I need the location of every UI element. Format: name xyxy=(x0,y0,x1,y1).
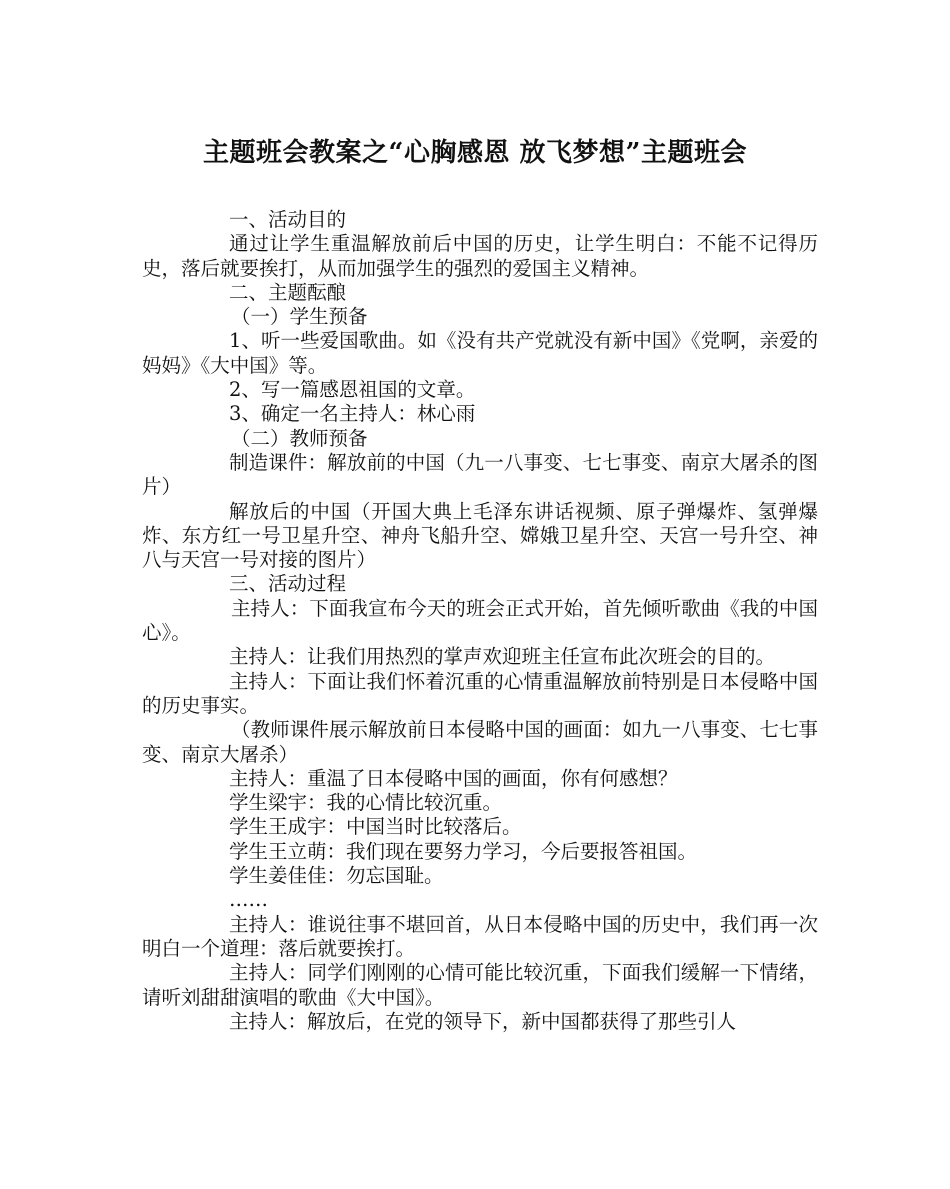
subheading-teacher-prep: （二）教师预备 xyxy=(231,426,368,450)
paragraph: 解放后的中国（开国大典上毛泽东讲话视频、原子弹爆炸、氢弹爆炸、东方红一号卫星升空、神舟飞船升空、嫦娥卫星升空、天宫一号升空、神八与天宫一号对接的图片） xyxy=(142,499,818,572)
paragraph: 主持人：让我们用热烈的掌声欢迎班主任宣布此次班会的目的。 xyxy=(229,645,776,669)
paragraph: 主持人：解放后，在党的领导下，新中国都获得了那些引人 xyxy=(229,1009,737,1033)
heading-theme-preparation: 二、主题酝酿 xyxy=(229,280,347,304)
paragraph: 1、听一些爱国歌曲。如《没有共产党就没有新中国》《党啊，亲爱的妈妈》《大中国》等。 xyxy=(142,329,818,377)
paragraph: 主持人：重温了日本侵略中国的画面，你有何感想？ xyxy=(229,766,678,790)
paragraph: 学生王成宇：中国当时比较落后。 xyxy=(229,815,522,839)
paragraph: 主持人：同学们刚刚的心情可能比较沉重，下面我们缓解一下情绪，请听刘甜甜演唱的歌曲《大中国》。 xyxy=(142,961,818,1009)
paragraph: 制造课件：解放前的中国（九一八事变、七七事变、南京大屠杀的图片） xyxy=(142,450,818,499)
paragraph: 3、确定一名主持人：林心雨 xyxy=(229,402,476,426)
paragraph: 学生姜佳佳：勿忘国耻。 xyxy=(229,864,444,888)
heading-activity-purpose: 一、活动目的 xyxy=(229,208,347,231)
heading-activity-process: 三、活动过程 xyxy=(229,572,347,596)
document-title: 主题班会教案之“心胸感恩 放飞梦想”主题班会 xyxy=(203,138,747,168)
document-body xyxy=(142,208,818,1034)
paragraph: 学生梁宇：我的心情比较沉重。 xyxy=(229,791,503,815)
paragraph: 主持人：下面让我们怀着沉重的心情重温解放前特别是日本侵略中国的历史事实。 xyxy=(142,669,818,717)
paragraph: （教师课件展示解放前日本侵略中国的画面：如九一八事变、七七事变、南京大屠杀） xyxy=(142,718,818,766)
subheading-student-prep: （一）学生预备 xyxy=(231,305,368,329)
ellipsis: …… xyxy=(229,888,268,912)
paragraph: 学生王立萌：我们现在要努力学习，今后要报答祖国。 xyxy=(229,839,698,863)
paragraph: 主持人：谁说往事不堪回首，从日本侵略中国的历史中，我们再一次明白一个道理：落后就要挨打。 xyxy=(142,912,818,960)
paragraph: 2、写一篇感恩祖国的文章。 xyxy=(229,378,476,402)
paragraph: 通过让学生重温解放前后中国的历史，让学生明白：不能不记得历史，落后就要挨打，从而加强学生的强烈的爱国主义精神。 xyxy=(142,232,818,280)
paragraph: 主持人：下面我宣布今天的班会正式开始，首先倾听歌曲《我的中国心》。 xyxy=(142,596,818,645)
